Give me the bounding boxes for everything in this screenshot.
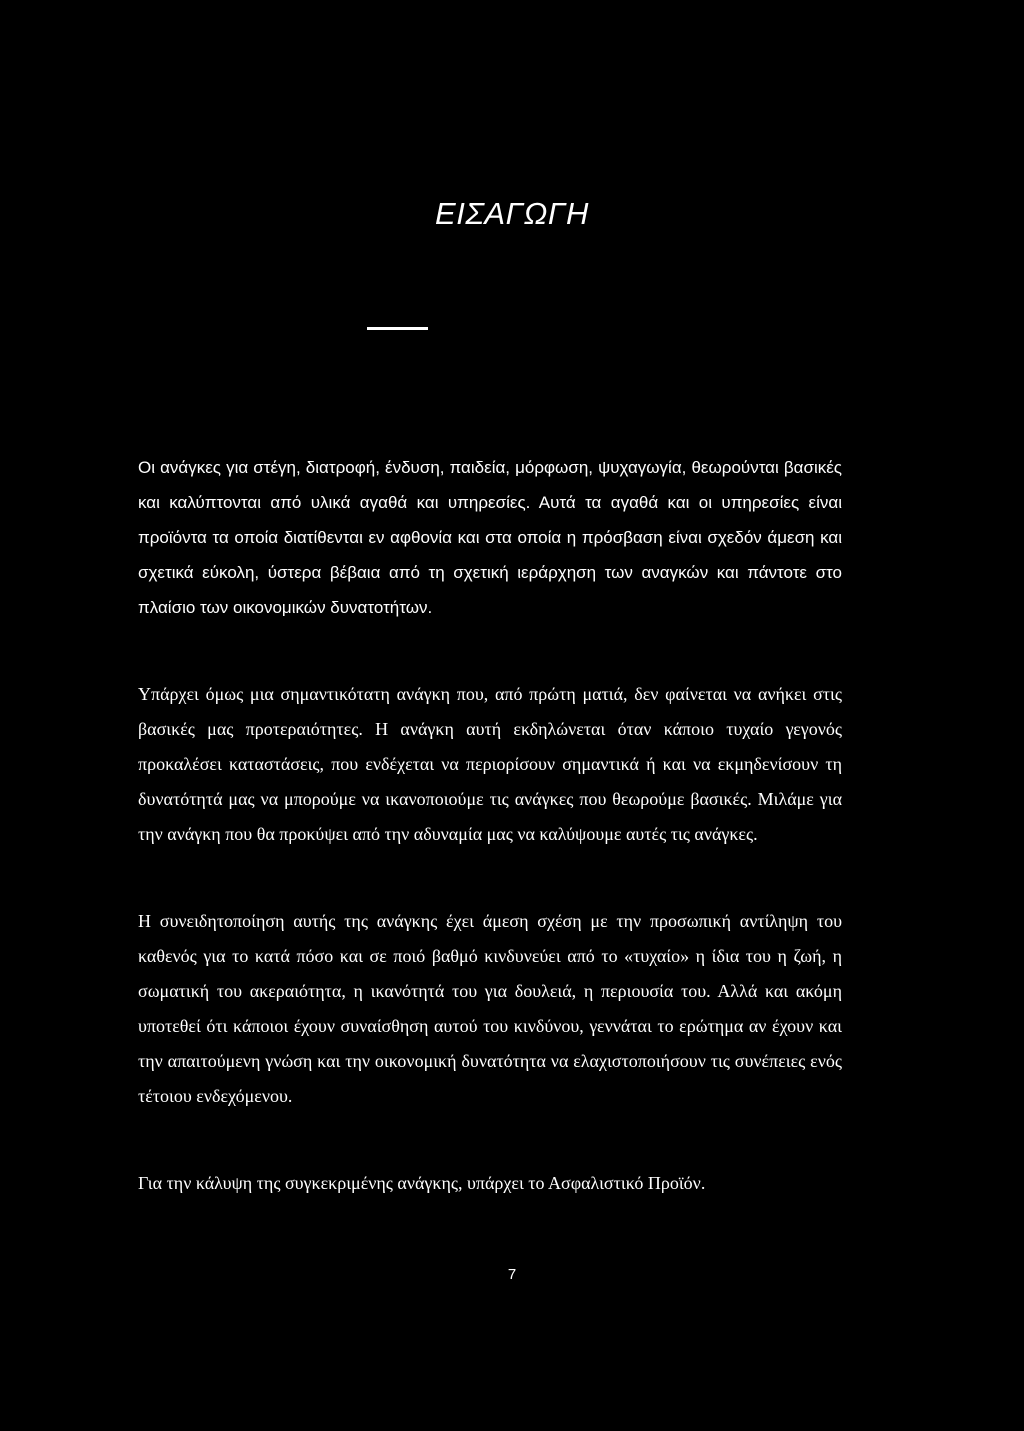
paragraph-2: Υπάρχει όμως μια σημαντικότατη ανάγκη που, από πρώτη ματιά, δεν φαίνεται να ανήκει στις βασικές μας προτεραιότητες. Η ανάγκη αυτή εκδηλώνεται όταν κάποιο τυχαίο γεγονός προκαλέσει καταστάσεις, που ενδέχεται να περιορίσουν σημαντικά ή και να εκμηδενίσουν τη δυνατότητά μας να μπορούμε να ικανοποιούμε τις ανάγκες που θεωρούμε βασικές. Μιλάμε για την ανάγκη που θα προκύψει από την αδυναμία μας να καλύψουμε αυτές τις ανάγκες. — [138, 684, 842, 844]
paragraph-3: Η συνειδητοποίηση αυτής της ανάγκης έχει άμεση σχέση με την προσωπική αντίληψη του καθενός για το κατά πόσο και σε ποιό βαθμό κινδυνεύει από το «τυχαίο» η ίδια του η ζωή, η σωματική του ακεραιότητα, η ικανότητά του για δουλειά, η περιουσία του. Αλλά και ακόμη υποτεθεί ότι κάποιοι έχουν συναίσθηση αυτού του κινδύνου, γεννάται το ερώτημα αν έχουν και την απαιτούμενη γνώση και την οικονομική δυνατότητα να ελαχιστοποιήσουν τις συνέπειες ενός τέτοιου ενδεχόμενου. — [138, 911, 842, 1106]
paragraph-4: Για την κάλυψη της συγκεκριμένης ανάγκης, υπάρχει το Ασφαλιστικό Προϊόν. — [138, 1173, 706, 1193]
page-number: 7 — [507, 1266, 517, 1283]
page-title: ΕΙΣΑΓΩΓΗ — [435, 196, 589, 231]
document-body — [138, 450, 842, 1201]
title-underline-divider — [367, 327, 428, 330]
paragraph-1: Οι ανάγκες για στέγη, διατροφή, ένδυση, παιδεία, μόρφωση, ψυχαγωγία, θεωρούνται βασικές και καλύπτονται από υλικά αγαθά και υπηρεσίες. Αυτά τα αγαθά και οι υπηρεσίες είναι προϊόντα τα οποία διατίθενται εν αφθονία και στα οποία η πρόσβαση είναι σχεδόν άμεση και σχετικά εύκολη, ύστερα βέβαια από τη σχετική ιεράρχηση των αναγκών και πάντοτε στο πλαίσιο των οικονομικών δυνατοτήτων. — [138, 458, 842, 617]
